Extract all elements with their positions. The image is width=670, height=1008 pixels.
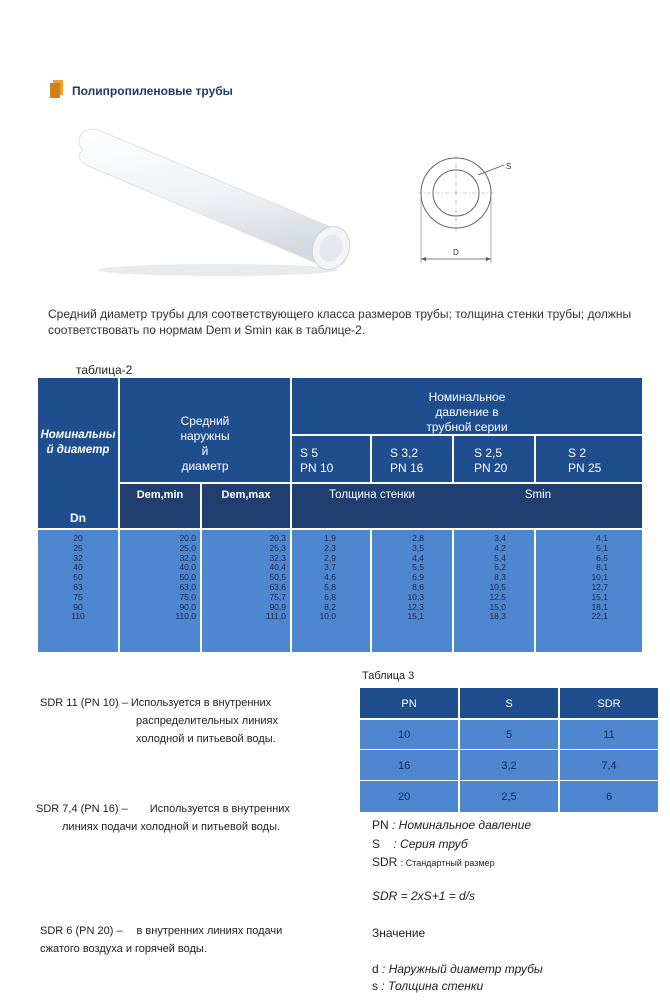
cell-s25-6: 12,5 xyxy=(489,591,506,602)
cell-dmax-0: 20,3 xyxy=(269,533,286,543)
cell-dmax-2: 32,3 xyxy=(269,552,286,563)
cell-dmax-3: 40,4 xyxy=(269,562,286,573)
header-nominal-pressure: Номинальное давление в трубной серии xyxy=(426,390,508,434)
header-series-s32: S 3,2 PN 16 xyxy=(390,446,424,475)
t3-header-s: S xyxy=(505,698,513,710)
t3-r3-s: 2,5 xyxy=(501,791,517,803)
cell-s25-7: 15,0 xyxy=(489,601,506,612)
cell-s32-2: 4,4 xyxy=(412,552,424,563)
cell-dn-4: 50 xyxy=(73,572,83,583)
note-sdr6: SDR 6 (PN 20) – в внутренних линиях подачи сжатого воздуха и горячей воды. xyxy=(40,925,283,955)
cell-dmin-1: 25,0 xyxy=(179,542,196,553)
cell-s25-0: 3,4 xyxy=(494,533,506,543)
t3-r2-sdr: 7,4 xyxy=(601,760,617,772)
t3-r2-s: 3,2 xyxy=(501,760,517,772)
pipe-cross-section-diagram xyxy=(418,155,518,267)
cell-dn-2: 32 xyxy=(73,552,83,563)
cell-s2-5: 12,7 xyxy=(591,581,608,592)
t3-r1-pn: 10 xyxy=(398,729,411,741)
t3-r1-s: 5 xyxy=(505,729,513,741)
header-series-s25: S 2,5 PN 20 xyxy=(474,446,508,475)
legend-d: d : Наружный диаметр трубы xyxy=(372,962,543,976)
value-label: Значение xyxy=(372,926,426,940)
cell-dn-5: 63 xyxy=(73,581,83,592)
book-icon xyxy=(50,80,63,98)
pipe-illustration xyxy=(68,120,358,280)
cell-s5-1: 2,3 xyxy=(324,542,336,553)
cell-s5-5: 5,8 xyxy=(324,581,336,592)
t3-r1-sdr: 11 xyxy=(603,729,615,741)
cell-dmin-7: 90,0 xyxy=(179,601,196,612)
cell-dmax-7: 90,9 xyxy=(269,601,286,612)
cell-s2-6: 15,1 xyxy=(591,591,608,602)
cell-s5-3: 3,7 xyxy=(324,562,336,573)
header-dem-max: Dem,max xyxy=(221,489,271,501)
cell-dmin-5: 63,0 xyxy=(179,581,196,592)
cell-dn-8: 110 xyxy=(71,611,85,622)
cell-dn-1: 25 xyxy=(73,542,83,553)
cell-s32-7: 12,3 xyxy=(407,601,424,612)
legend-s-wall: s : Толщина стенки xyxy=(372,979,484,993)
column-s32 xyxy=(372,534,424,622)
legend-pn: PN : Номинальное давление xyxy=(372,818,531,832)
header-wall-thickness: Толщина стенки xyxy=(329,489,415,501)
column-dem-min xyxy=(120,534,196,622)
cell-s2-3: 8,1 xyxy=(596,562,608,573)
cell-s5-8: 10,0 xyxy=(319,611,336,622)
header-dn: Dn xyxy=(70,511,86,525)
intro-paragraph: Средний диаметр трубы для соответствующего класса размеров трубы; толщина стенки трубы; должны соответствовать по нормам Dem и Smin как в таблице-2. xyxy=(48,307,632,337)
label-s: S xyxy=(506,162,512,171)
t3-r3-sdr: 6 xyxy=(605,791,613,803)
cell-dmin-6: 75,0 xyxy=(179,591,196,602)
t3-r2-pn: 16 xyxy=(398,760,411,772)
column-s2 xyxy=(536,534,608,622)
cell-dmax-1: 25,3 xyxy=(269,542,286,553)
cell-dn-7: 90 xyxy=(73,601,83,612)
cell-s25-4: 8,3 xyxy=(494,572,506,583)
t3-r3-pn: 20 xyxy=(398,791,411,803)
page-title: Полипропиленовые трубы xyxy=(72,84,233,98)
cell-dmin-0: 20,0 xyxy=(179,533,196,543)
cell-s25-3: 6,2 xyxy=(494,562,506,573)
header-series-s5: S 5 PN 10 xyxy=(300,446,334,475)
cell-dmax-6: 75,7 xyxy=(269,591,286,602)
legend-s: S : Серия труб xyxy=(372,837,468,851)
formula: SDR = 2xS+1 = d/s xyxy=(372,889,476,903)
cell-dmax-8: 111,0 xyxy=(265,611,286,622)
cell-dmax-5: 63,6 xyxy=(269,581,286,592)
table3-caption: Таблица 3 xyxy=(362,670,415,682)
cell-s2-8: 22,1 xyxy=(591,611,608,622)
cell-s25-2: 5,4 xyxy=(494,552,506,563)
column-s25 xyxy=(454,534,506,622)
cell-s2-1: 5,1 xyxy=(596,542,608,553)
table-2 xyxy=(38,378,642,652)
cell-s5-2: 2,9 xyxy=(324,552,336,563)
cell-s32-1: 3,5 xyxy=(412,542,424,553)
cell-dmin-8: 110,0 xyxy=(175,611,196,622)
cell-s5-6: 6,8 xyxy=(324,591,336,602)
cell-dn-6: 75 xyxy=(73,591,83,602)
cell-s32-8: 15,1 xyxy=(407,611,424,622)
cell-dmin-2: 32,0 xyxy=(179,552,196,563)
t3-header-pn: PN xyxy=(401,698,417,710)
cell-s2-4: 10,1 xyxy=(591,572,608,583)
cell-s25-1: 4,2 xyxy=(494,542,506,553)
cell-s2-0: 4,1 xyxy=(596,533,608,543)
cell-dmin-4: 50,0 xyxy=(179,572,196,583)
header-nominal-diameter: Номинальны й диаметр xyxy=(40,429,116,456)
column-dn xyxy=(38,534,118,622)
header-dem-min: Dem,min xyxy=(136,489,184,501)
table2-caption: таблица-2 xyxy=(76,363,133,377)
legend-sdr: SDR : Стандартный размер xyxy=(372,855,495,869)
cell-dmin-3: 40,0 xyxy=(179,562,196,573)
cell-dmax-4: 50,5 xyxy=(269,572,286,583)
column-dem-max xyxy=(202,534,286,622)
cell-s32-5: 8,6 xyxy=(412,581,424,592)
label-d: D xyxy=(453,248,459,257)
cell-s2-2: 6,5 xyxy=(596,552,608,563)
header-series-s2: S 2 PN 25 xyxy=(568,446,602,475)
cell-dn-0: 20 xyxy=(73,533,83,543)
cell-dn-3: 40 xyxy=(73,562,83,573)
cell-s2-7: 18,1 xyxy=(591,601,608,612)
cell-s5-4: 4,6 xyxy=(324,572,336,583)
cell-s5-7: 8,2 xyxy=(324,601,336,612)
column-s5 xyxy=(292,534,336,622)
cell-s25-5: 10,5 xyxy=(489,581,506,592)
cell-s5-0: 1,9 xyxy=(324,533,336,543)
header-smin: Smin xyxy=(524,489,552,501)
cell-s32-3: 5,5 xyxy=(412,562,424,573)
cell-s25-8: 18,3 xyxy=(489,611,506,622)
cell-s32-6: 10,3 xyxy=(407,591,424,602)
t3-header-sdr: SDR xyxy=(597,698,621,710)
note-sdr11: SDR 11 (PN 10) – Используется в внутренних распределительных линиях холодной и питьевой воды. xyxy=(40,697,279,745)
cell-s32-4: 6,9 xyxy=(412,572,424,583)
table-3 xyxy=(360,688,658,812)
header-average-diameter: Средний наружны й диаметр xyxy=(180,414,230,473)
note-sdr74: SDR 7,4 (PN 16) – Используется в внутренних линиях подачи холодной и питьевой воды. xyxy=(36,803,290,833)
cell-s32-0: 2,8 xyxy=(412,533,424,543)
